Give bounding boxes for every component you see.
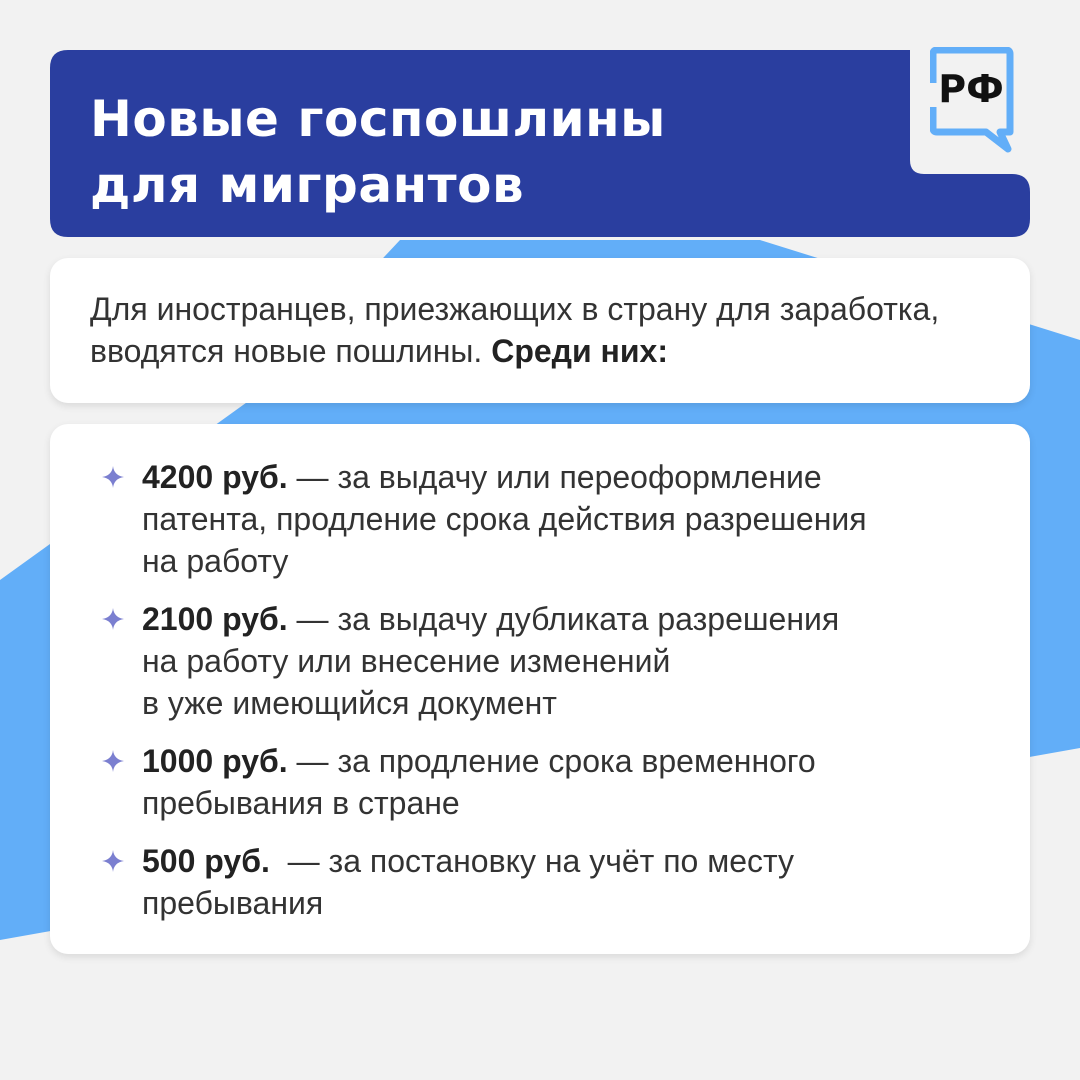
four-point-star-icon bbox=[102, 608, 124, 630]
fee-description: в уже имеющийся документ bbox=[142, 685, 557, 721]
fee-description: — за продление срока временного bbox=[296, 743, 816, 779]
title-line-2: для мигрантов bbox=[90, 156, 525, 214]
four-point-star-icon bbox=[102, 466, 124, 488]
fee-description: на работу или внесение изменений bbox=[142, 643, 671, 679]
list-item bbox=[102, 840, 1002, 924]
four-point-star-icon bbox=[102, 850, 124, 872]
intro-text bbox=[90, 288, 990, 372]
fee-description: — за выдачу или переоформление bbox=[296, 459, 822, 495]
intro-body: Для иностранцев, приезжающих в страну для заработка, вводятся новые пошлины. bbox=[90, 291, 940, 369]
fee-description: пребывания bbox=[142, 885, 324, 921]
fee-description: — за постановку на учёт по месту bbox=[287, 843, 795, 879]
four-point-star-icon bbox=[102, 750, 124, 772]
page-title bbox=[90, 86, 666, 218]
fees-card bbox=[50, 424, 1030, 954]
fee-description: патента, продление срока действия разрешения bbox=[142, 501, 867, 537]
fee-description: пребывания в стране bbox=[142, 785, 460, 821]
fee-amount: 4200 руб. bbox=[142, 459, 288, 495]
fee-amount: 1000 руб. bbox=[142, 743, 288, 779]
list-item bbox=[102, 598, 1002, 724]
list-item bbox=[102, 456, 1002, 582]
intro-card bbox=[50, 258, 1030, 403]
fee-list bbox=[102, 456, 1002, 940]
intro-bold: Среди них: bbox=[491, 333, 668, 369]
title-line-1: Новые госпошлины bbox=[90, 90, 666, 148]
fee-description: на работу bbox=[142, 543, 289, 579]
list-item bbox=[102, 740, 1002, 824]
logo-text: РФ bbox=[938, 67, 1004, 111]
header-banner bbox=[50, 50, 1030, 237]
fee-amount: 500 руб. bbox=[142, 843, 279, 879]
fee-description: — за выдачу дубликата разрешения bbox=[296, 601, 840, 637]
fee-amount: 2100 руб. bbox=[142, 601, 288, 637]
logo bbox=[930, 47, 1030, 155]
